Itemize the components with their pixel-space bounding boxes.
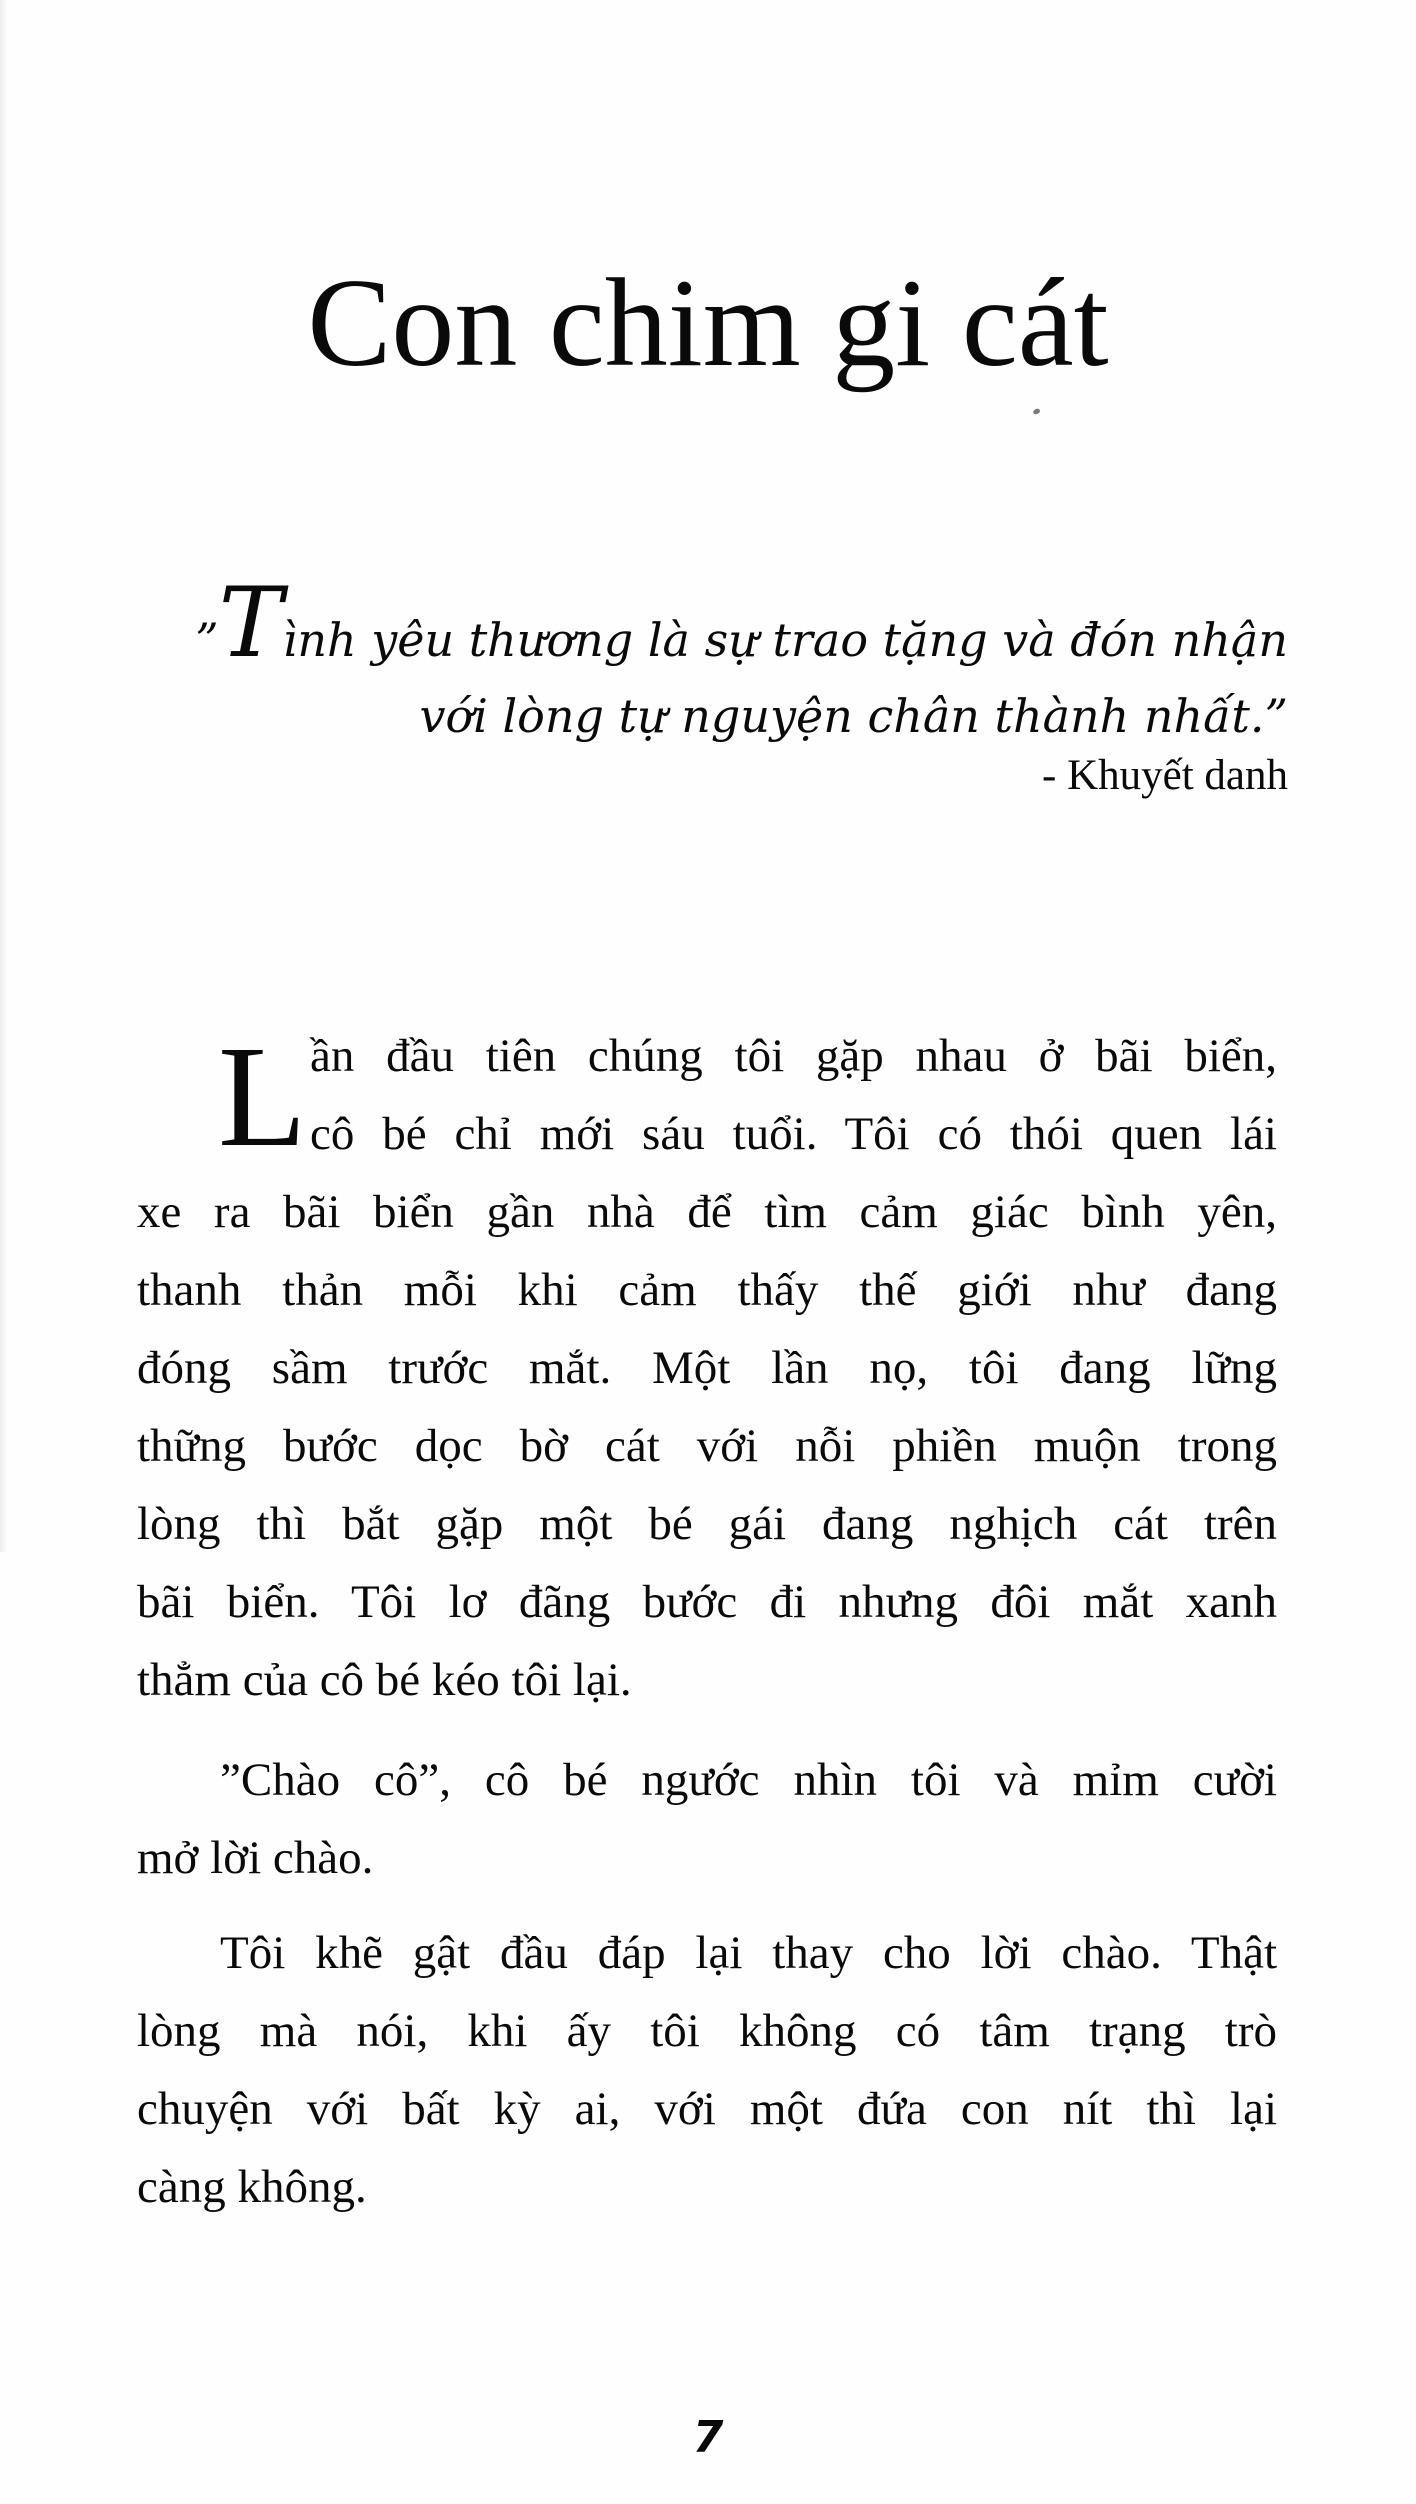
quote-attribution: - Khuyết danh: [1042, 752, 1288, 799]
quote-line-1: [137, 567, 1288, 679]
text-line: càng không.: [137, 2161, 367, 2213]
text-line: thanh thản mỗi khi cảm thấy thế giới như đang: [137, 1264, 1277, 1316]
text-line: Tôi khẽ gật đầu đáp lại thay cho lời chào. Thật: [220, 1927, 1277, 1979]
text-line: lòng mà nói, khi ấy tôi không có tâm trạng trò: [137, 2005, 1277, 2057]
quote-swash-initial: T: [218, 567, 283, 679]
text-line: ”Chào cô”, cô bé ngước nhìn tôi và mỉm cười: [220, 1754, 1277, 1806]
text-line: đóng sầm trước mắt. Một lần nọ, tôi đang lững: [137, 1342, 1277, 1394]
text-line: xe ra bãi biển gần nhà để tìm cảm giác bình yên,: [137, 1186, 1277, 1238]
quote-line-1-text: ình yêu thương là sự trao tặng và đón nhận: [282, 613, 1288, 667]
body-text: [137, 1017, 1277, 2226]
text-line: thẳm của cô bé kéo tôi lại.: [137, 1654, 632, 1706]
text-line: chuyện với bất kỳ ai, với một đứa con nít thì lại: [137, 2083, 1277, 2135]
text-line: ần đầu tiên chúng tôi gặp nhau ở bãi biển,: [310, 1030, 1277, 1082]
text-line: lòng thì bắt gặp một bé gái đang nghịch cát trên: [137, 1498, 1277, 1550]
page-number: 7: [692, 2412, 724, 2463]
page-title: Con chim gi cát: [307, 254, 1109, 393]
drop-cap: L: [218, 1017, 307, 1177]
text-line: cô bé chỉ mới sáu tuổi. Tôi có thói quen lái: [310, 1108, 1277, 1160]
paragraph: [137, 1017, 1277, 1719]
text-line: mở lời chào.: [137, 1832, 374, 1884]
text-line: bãi biển. Tôi lơ đãng bước đi nhưng đôi mắt xanh: [137, 1576, 1277, 1628]
quote-line-2: với lòng tự nguyện chân thành nhất.”: [419, 689, 1288, 743]
ink-speck: [1032, 408, 1040, 415]
text-line: thững bước dọc bờ cát với nỗi phiền muộn trong: [137, 1420, 1277, 1472]
page-edge-shadow: [0, 0, 8, 1552]
paragraph: [137, 1914, 1277, 2226]
paragraph: [137, 1741, 1277, 1897]
epigraph-quote: [137, 567, 1288, 804]
open-quote-mark: ”: [195, 613, 219, 667]
